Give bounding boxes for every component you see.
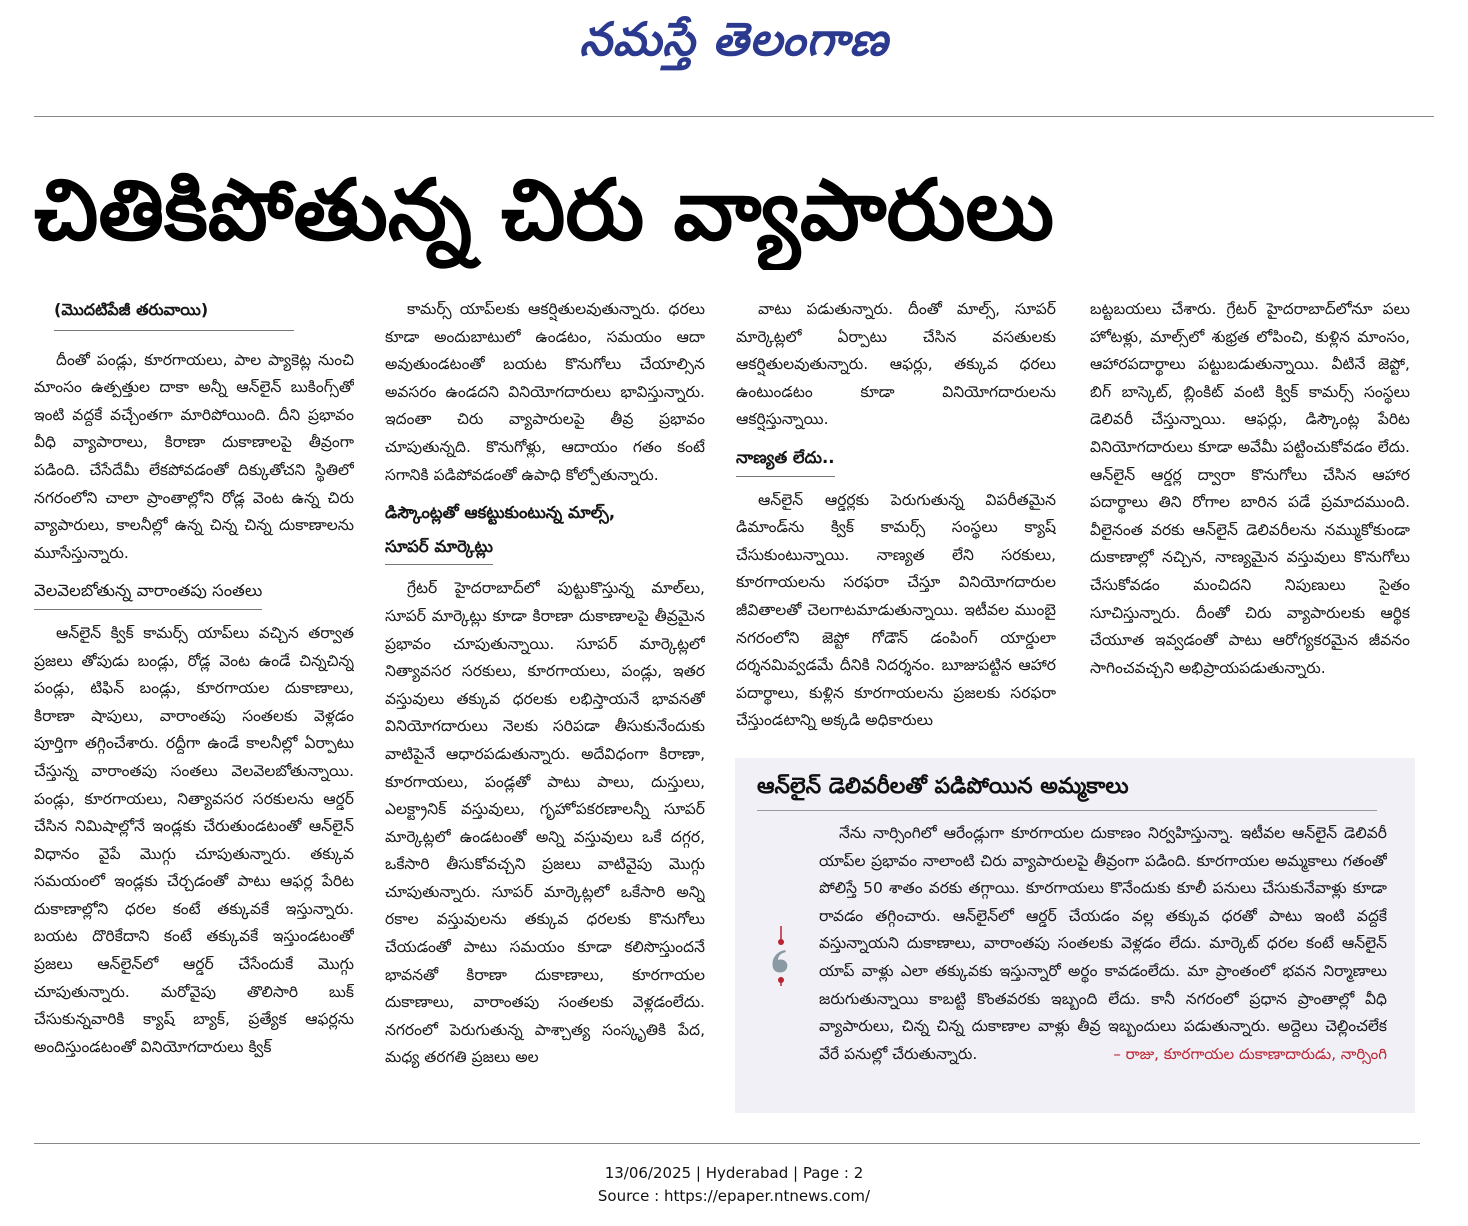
column-1 — [34, 296, 354, 1126]
col1-paragraph-1: దీంతో పండ్లు, కూరగాయలు, పాల ప్యాకెట్ల నుంచి మాంసం ఉత్పత్తుల దాకా అన్నీ ఆన్‌లైన్ బుకింగ్స్‌తో ఇంటి వద్దకే వచ్చేంతగా మారిపోయింది. దీని ప్రభావం వీధి వ్యాపారాలు, కిరాణా దుకాణాలపై తీవ్రంగా పడింది. చేసేదేమీ లేకపోవడంతో దిక్కుతోచని స్థితిలో నగరంలోని చాలా ప్రాంతాల్లోని రోడ్ల వెంట ఉన్న చిరు వ్యాపారులు, కాలనీల్లో ఉన్న చిన్న చిన్న దుకాణాలను మూసేస్తున్నారు. — [34, 350, 354, 562]
col3-subhead: నాణ్యత లేదు.. — [736, 444, 835, 477]
col4-paragraph-1: బట్టబయలు చేశారు. గ్రేటర్ హైదరాబాద్‌లోనూ పలు హోటళ్లు, మాల్స్‌లో శుభ్రత లోపించి, కుళ్లిన మాంసం, ఆహారపదార్థాలు పట్టుబడుతున్నాయి. వీటినే జెప్టో, బిగ్ బాస్కెట్, బ్లింకిట్ వంటి క్విక్ కామర్స్ సంస్థలు డెలివరీ చేస్తున్నాయి. ఆఫర్లు, డిస్కౌంట్ల పేరిట వినియోగదారులు కూడా అవేమీ పట్టించుకోవడం లేదు. ఆన్‌లైన్ ఆర్డర్ల ద్వారా కొనుగోలు చేసిన ఆహార పదార్థాలు తిని రోగాల బారిన పడే ప్రమాదముంది. వీలైనంత వరకు ఆన్‌లైన్ డెలివరీలను నమ్ముకోకుండా దుకాణాల్లో నచ్చిన, నాణ్యమైన వస్తువులు కొనుగోలు చేసుకోవడం మంచిదని నిపుణులు సైతం సూచిస్తున్నారు. దీంతో చిరు వ్యాపారులకు ఆర్థిక చేయూత ఇవ్వడంతో పాటు ఆరోగ్యకరమైన జీవనం సాగించవచ్చని అభిప్రాయపడుతున్నారు. — [1090, 300, 1410, 677]
top-divider — [34, 116, 1434, 117]
quote-box — [735, 758, 1415, 1113]
col2-subhead-2: సూపర్ మార్కెట్లు — [385, 533, 493, 566]
masthead-logo: నమస్తే తెలంగాణ — [579, 12, 889, 66]
continued-kicker: (మొదటిపేజీ తరువాయి) — [54, 296, 294, 331]
quote-mark-icon — [763, 926, 799, 986]
col2-paragraph-1: కామర్స్ యాప్‌లకు ఆకర్షితులవుతున్నారు. ధరలు కూడా అందుబాటులో ఉండటం, సమయం ఆదా అవుతుండటంతో బయట కొనుగోలు చేయాల్సిన అవసరం ఉండదని వినియోగదారులు భావిస్తున్నారు. ఇదంతా చిరు వ్యాపారులపై తీవ్ర ప్రభావం చూపుతున్నది. కొనుగోళ్లు, ఆదాయం గతం కంటే సగానికి పడిపోవడంతో ఉపాధి కోల్పోతున్నారు. — [385, 300, 705, 484]
column-2 — [385, 296, 705, 1126]
footer-dateline: 13/06/2025 | Hyderabad | Page : 2 — [604, 1164, 864, 1182]
quote-box-title: ఆన్‌లైన్ డెలివరీలతో పడిపోయిన అమ్మకాలు — [757, 774, 1129, 799]
column-4 — [1090, 296, 1410, 756]
quote-attribution: – రాజు, కూరగాయల దుకాణాదారుడు, నార్సింగి — [1113, 1044, 1387, 1063]
quote-box-divider — [757, 810, 1377, 811]
col2-paragraph-2: గ్రేటర్ హైదరాబాద్‌లో పుట్టుకొస్తున్న మాల్‌లు, సూపర్ మార్కెట్లు కూడా కిరాణా దుకాణాలపై తీవ్రమైన ప్రభావం చూపుతున్నాయి. సూపర్ మార్కెట్లలో నిత్యావసర సరకులు, కూరగాయలు, పండ్లు, ఇతర వస్తువులు తక్కువ ధరలకు లభిస్తాయనే భావనతో వినియోగదారులు నెలకు సరిపడా తీసుకునేందుకు వాటిపైనే ఆధారపడుతున్నారు. అదేవిధంగా కిరాణా, కూరగాయలు, పండ్లతో పాటు పాలు, దుస్తులు, ఎలక్ట్రానిక్ వస్తువులు, గృహోపకరణాలన్నీ సూపర్ మార్కెట్లలో ఉండటంతో అన్ని వస్తువులు ఒకే దగ్గర, ఒకేసారి తీసుకోవచ్చని ప్రజలు వాటివైపు మొగ్గు చూపుతున్నారు. సూపర్ మార్కెట్లలో ఒకేసారి అన్ని రకాల వస్తువులను తక్కువ ధరలకు కొనుగోలు చేయడంతో పాటు సమయం కూడా కలిసొస్తుందనే భావనతో కిరాణా దుకాణాలు, కూరగాయల దుకాణాలు, వారాంతపు సంతలకు వెళ్లడంలేదు. నగరంలో పెరుగుతున్న పాశ్చాత్య సంస్కృతికి పేద, మధ్య తరగతి ప్రజలు అల — [385, 579, 705, 1067]
col1-paragraph-2: ఆన్‌లైన్ క్విక్ కామర్స్ యాప్‌లు వచ్చిన తర్వాత ప్రజలు తోపుడు బండ్లు, రోడ్ల వెంట ఉండే చిన్నచిన్న పండ్లు, టిఫిన్ బండ్లు, కూరగాయల దుకాణాలు, కిరాణా షాపులు, వారాంతపు సంతలకు వెళ్లడం పూర్తిగా తగ్గించేశారు. రద్దీగా ఉండే కాలనీల్లో ఏర్పాటు చేస్తున్న వారాంతపు సంతలు వెలవెలబోతున్నాయి. పండ్లు, కూరగాయలు, నిత్యావసర సరకులను ఆర్డర్ చేసిన నిమిషాల్లోనే ఇండ్లకు చేరుతుండటంతో ఆన్‌లైన్ విధానం వైపే మొగ్గు చూపుతున్నారు. తక్కువ సమయంలో ఇండ్లకు చేర్చడంతో పాటు ఆఫర్ల పేరిట దుకాణాల్లోని ధరల కంటే తక్కువకే ఇస్తున్నారు. బయట దొరికేదాని కంటే తక్కువకే ఇస్తుండటంతో ప్రజలు ఆన్‌లైన్‌లో ఆర్డర్ చేసేందుకే మొగ్గు చూపుతున్నారు. మరోవైపు తొలిసారి బుక్ చేసుకున్నవారికి క్యాష్ బ్యాక్, ప్రత్యేక ఆఫర్లను అందిస్తుండటంతో వినియోగదారులు క్విక్ — [34, 623, 354, 1056]
col2-subhead-1: డిస్కౌంట్లతో ఆకట్టుకుంటున్న మాల్స్, — [385, 503, 616, 523]
bottom-divider — [34, 1143, 1420, 1144]
quote-box-text — [819, 820, 1387, 1100]
column-3 — [736, 296, 1056, 756]
footer-source: Source : https://epaper.ntnews.com/ — [597, 1187, 871, 1205]
col1-subhead: వెలవెలబోతున్న వారాంతపు సంతలు — [34, 577, 262, 610]
col3-paragraph-2: ఆన్‌లైన్ ఆర్డర్లకు పెరుగుతున్న విపరీతమైన డిమాండ్‌ను క్విక్ కామర్స్ సంస్థలు క్యాష్ చేసుకుంటున్నాయి. నాణ్యత లేని సరకులు, కూరగాయలను సరఫరా చేస్తూ వినియోగదారుల జీవితాలతో చెలగాటమాడుతున్నాయి. ఇటీవల ముంబై నగరంలోని జెప్టో గోడౌన్ డంపింగ్ యార్డులా దర్శనమివ్వడమే దీనికి నిదర్శనం. బూజుపట్టిన ఆహార పదార్థాలు, కుళ్లిన కూరగాయలను ప్రజలకు సరఫరా చేస్తుండటాన్ని అక్కడి అధికారులు — [736, 490, 1056, 730]
quote-body: నేను నార్సింగిలో ఆరేండ్లుగా కూరగాయల దుకాణం నిర్వహిస్తున్నా. ఇటీవల ఆన్‌లైన్ డెలివరీ యాప్‌ల ప్రభావం నాలాంటి చిరు వ్యాపారులపై తీవ్రంగా పడింది. కూరగాయల అమ్మకాలు గతంతో పోలిస్తే 50 శాతం వరకు తగ్గాయి. కూరగాయలు కొనేందుకు కూలీ పనులు చేసుకునేవాళ్లు కూడా రావడం తగ్గించారు. ఆన్‌లైన్‌లో ఆర్డర్ చేయడం వల్ల తక్కువ ధరతో పాటు ఇంటి వద్దకే వస్తున్నాయని దుకాణాలు, వారాంతపు సంతలకు వెళ్లడం లేదు. మార్కెట్ ధరల కంటే ఆన్‌లైన్ యాప్ వాళ్లు ఎలా తక్కువకు ఇస్తున్నారో అర్థం కావడంలేదు. మా ప్రాంతంలో భవన నిర్మాణాలు జరుగుతున్నాయి కాబట్టి కొంతవరకు ఇబ్బంది లేదు. కానీ నగరంలో ప్రధాన ప్రాంతాల్లో వీధి వ్యాపారులు, చిన్న చిన్న దుకాణాల వాళ్లు తీవ్ర ఇబ్బందులు పడుతున్నారు. అద్దెలు చెల్లించలేక వేరే పనుల్లో చేరుతున్నారు. — [819, 824, 1387, 1063]
col3-paragraph-1: వాటు పడుతున్నారు. దీంతో మాల్స్, సూపర్ మార్కెట్లలో ఏర్పాటు చేసిన వసతులకు ఆకర్షితులవుతున్నారు. ఆఫర్లు, తక్కువ ధరలు ఉంటుండటం కూడా వినియోగదారులను ఆకర్షిస్తున్నాయి. — [736, 300, 1056, 429]
headline: చితికిపోతున్న చిరు వ్యాపారులు — [34, 161, 1055, 259]
